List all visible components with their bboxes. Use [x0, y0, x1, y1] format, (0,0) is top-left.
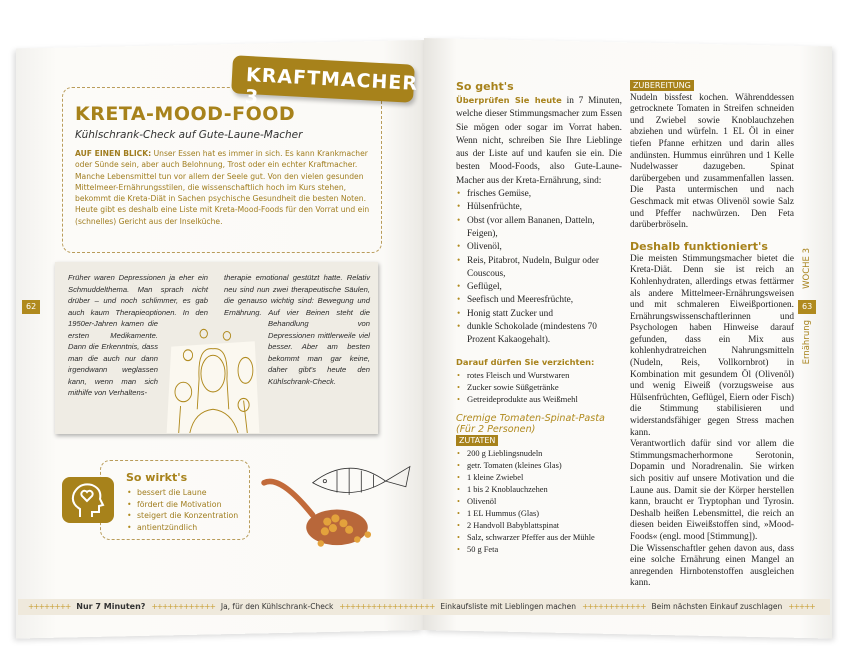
list-item: • Obst (vor allem Bananen, Datteln, Feigen),: [456, 215, 622, 242]
why-paragraph: Die meisten Stimmungsmacher bietet die Kreta-Diät. Denn sie ist reich an Kohlenhydraten, allerdings etwas fettärmer als andere Mittelmeer-Ernährungsweisen und mit schmaleren Eiweißportionen. Ernährungswissenschaftlerinnen und Psychologen haben Hinweise darauf gefunden, dass ein Mix aus kohlenhydratreichen Nahrungsmitteln (Nudeln, Reis, Vollkornbrot) in Kombination mit gesundem Öl (Olivenöl) und wenig Eiweiß (vorzugsweise aus Hülsenfrüchten, Geflügel, Eiern oder Fisch) die Stimmung stabilisieren und widerstandsfähiger gegen Stress machen kann.: [630, 253, 794, 438]
list-item: • Salz, schwarzer Pfeffer aus der Mühle: [456, 532, 622, 544]
effects-list: [126, 487, 238, 533]
footer-step: Einkaufsliste mit Lieblingen machen: [440, 602, 577, 611]
why-title: Deshalb funktioniert's: [630, 239, 768, 253]
story-right-column: [224, 272, 370, 442]
how-to-column: [456, 80, 622, 556]
list-item: • Seefisch und Meeresfrüchte,: [456, 294, 622, 307]
footer-step: Nur 7 Minuten?: [76, 602, 146, 611]
list-item: • Geflügel,: [456, 281, 622, 294]
intro-body: Unser Essen hat es immer in sich. Es kann Krankmacher oder Sünde sein, aber auch Belohnung, Trost oder ein echter Kraftmacher. Manche Lebensmittel tun vor allem der Seele gut. Von den vielen gesunden Mittelmeer-Ernährungsstilen, die wissenschaftlich hoch im Kurs stehen, bekommt die Kreta-Diät in Sachen psychische Gesundheit die besten Noten. Heute gibt es deshalb eine Liste mit Kreta-Mood-Foods für den Vorrat und ein (schnelles) Gericht aus der Inselküche.: [75, 149, 370, 226]
list-item: • Olivenöl: [456, 496, 622, 508]
list-item: • 50 g Feta: [456, 544, 622, 556]
list-item: • Olivenöl,: [456, 241, 622, 254]
list-item: • 200 g Lieblingsnudeln: [456, 448, 622, 460]
list-item: • Hülsenfrüchte,: [456, 201, 622, 214]
ingredients-list: [456, 448, 622, 556]
recipe-title: Cremige Tomaten-Spinat-Pasta: [456, 412, 605, 424]
avoid-list: [456, 369, 622, 405]
list-item: • dunkle Schokolade (mindestens 70 Prozent Kakaogehalt).: [456, 321, 622, 348]
story-left-column: [68, 272, 208, 442]
list-item: • 1 bis 2 Knoblauchzehen: [456, 484, 622, 496]
side-topic-label: Ernährung: [802, 320, 812, 365]
intro-text: [75, 148, 375, 227]
foods-list: [456, 188, 622, 348]
how-text: in 7 Minuten, welche dieser Stimmungsmacher zum Essen Sie mögen oder sogar im Vorrat haben. Wenn nicht, schreiben Sie Ihre Lieblinge aus der Liste auf und kaufen sie ein. Die besten Mood-Foods, also Gute-Laune-Macher aus der Kreta-Ernährung, sind:: [456, 96, 622, 186]
list-item: • 2 Handvoll Babyblattspinat: [456, 520, 622, 532]
list-item: • bessert die Laune: [126, 487, 238, 499]
list-item: • steigert die Konzentration: [126, 510, 238, 522]
list-item: • 1 kleine Zwiebel: [456, 472, 622, 484]
prep-label: ZUBEREITUNG: [630, 80, 694, 91]
how-title: So geht's: [456, 80, 514, 93]
ingredients-label: ZUTATEN: [456, 435, 498, 446]
list-item: • antientzündlich: [126, 522, 238, 534]
how-lead: Überprüfen Sie heute: [456, 95, 562, 105]
effects-title: So wirkt's: [126, 471, 188, 484]
why-paragraph: Verantwortlich dafür sind vor allem die Stimmungsmacherhormone Serotonin, Dopamin und Noradrenalin. Sie wirken sich positiv auf unsere Motivation und die Laune aus. Damit sie der Körper herstellen kann, braucht er Tryptophan und Tyrosin. Deshalb heißen Lebensmittel, die reich an diesen beiden Eiweißstoffen sind, »Mood-Foods« (engl. mood [Stimmung]).: [630, 439, 794, 542]
page-title: KRETA-MOOD-FOOD: [75, 103, 296, 125]
list-item: • rotes Fleisch und Wurstwaren: [456, 369, 622, 381]
list-item: • Honig statt Zucker und: [456, 308, 622, 321]
story-left: Früher waren Depressionen ja eher ein Schmuddelthema. Man sprach nicht drüber – und noch schlimmer, es gab auch kaum Therapieoptionen. In den 1950er-Jahren kamen die ersten Medikamente. Dann die Erkenntnis, dass man die auch nur dann irgendwann weglassen kann, wenn man sich mithilfe von Verhaltens-: [68, 273, 208, 397]
head-heart-icon: [62, 477, 114, 523]
prep-text: Nudeln bissfest kochen. Währenddessen getrocknete Tomaten in Streifen schneiden und Zwiebel sowie Knoblauchzehen abziehen und würfeln. 1 EL Öl in einer tiefen Pfanne erhitzen und darin alles andünsten. Hummus einrühren und 1 Kelle Nudelwasser dazugeben. Spinat darübergeben und zusammenfallen lassen. Die Pasta untermischen und nach Geschmack mit etwas Olivenöl sowie Salz und Pfeffer nachwürzen. Den Feta darüberbröseln.: [630, 92, 794, 231]
page-subtitle: Kühlschrank-Check auf Gute-Laune-Macher: [75, 129, 303, 141]
wrap-spacer: [158, 322, 208, 442]
list-item: • Getreideprodukte aus Weißmehl: [456, 393, 622, 405]
preparation-column: [630, 80, 794, 590]
story-right: therapie emotional gestützt hatte. Relativ neu sind nun zwei therapeutische Säulen, die genauso wichtig sind: Bewegung und Ernährung. Auf vier Beinen steht die Behandlung von Depressionen mittlerweile viel besser. Aber am besten bekommt man gar keine, daher gibt's heute den Kühlschrank-Check.: [224, 273, 370, 386]
intro-label: AUF EINEN BLICK:: [75, 149, 152, 158]
spoon-fish-illustration: [256, 450, 418, 556]
footer-step: Ja, für den Kühlschrank-Check: [220, 602, 334, 611]
avoid-title: Darauf dürfen Sie verzichten:: [456, 356, 595, 367]
footer-step: Beim nächsten Einkauf zuschlagen: [651, 602, 783, 611]
wrap-spacer: [224, 322, 268, 442]
list-item: • Zucker sowie Süßgetränke: [456, 381, 622, 393]
recipe-servings: (Für 2 Personen): [456, 423, 536, 435]
list-item: • Reis, Pitabrot, Nudeln, Bulgur oder Couscous,: [456, 255, 622, 282]
side-week-label: WOCHE 3: [802, 248, 812, 289]
progress-footer: ++++++++ Nur 7 Minuten? ++++++++++++ Ja, für den Kühlschrank-Check ++++++++++++++++++ Einkaufsliste mit Lieblingen machen ++++++++++++ Beim nächsten Einkauf zuschlagen +++++: [18, 599, 830, 615]
list-item: • frisches Gemüse,: [456, 188, 622, 201]
list-item: • getr. Tomaten (kleines Glas): [456, 460, 622, 472]
why-paragraph: Die Wissenschaftler gehen davon aus, dass eine solche Ernährung einen Mangel an anregenden Hirnbotenstoffen ausgleichen kann.: [630, 543, 794, 589]
page-number-left: 62: [22, 300, 40, 314]
section-banner: KRAFTMACHER 3: [231, 55, 415, 102]
page-number-right: 63: [798, 300, 816, 314]
list-item: • fördert die Motivation: [126, 499, 238, 511]
list-item: • 1 EL Hummus (Glas): [456, 508, 622, 520]
